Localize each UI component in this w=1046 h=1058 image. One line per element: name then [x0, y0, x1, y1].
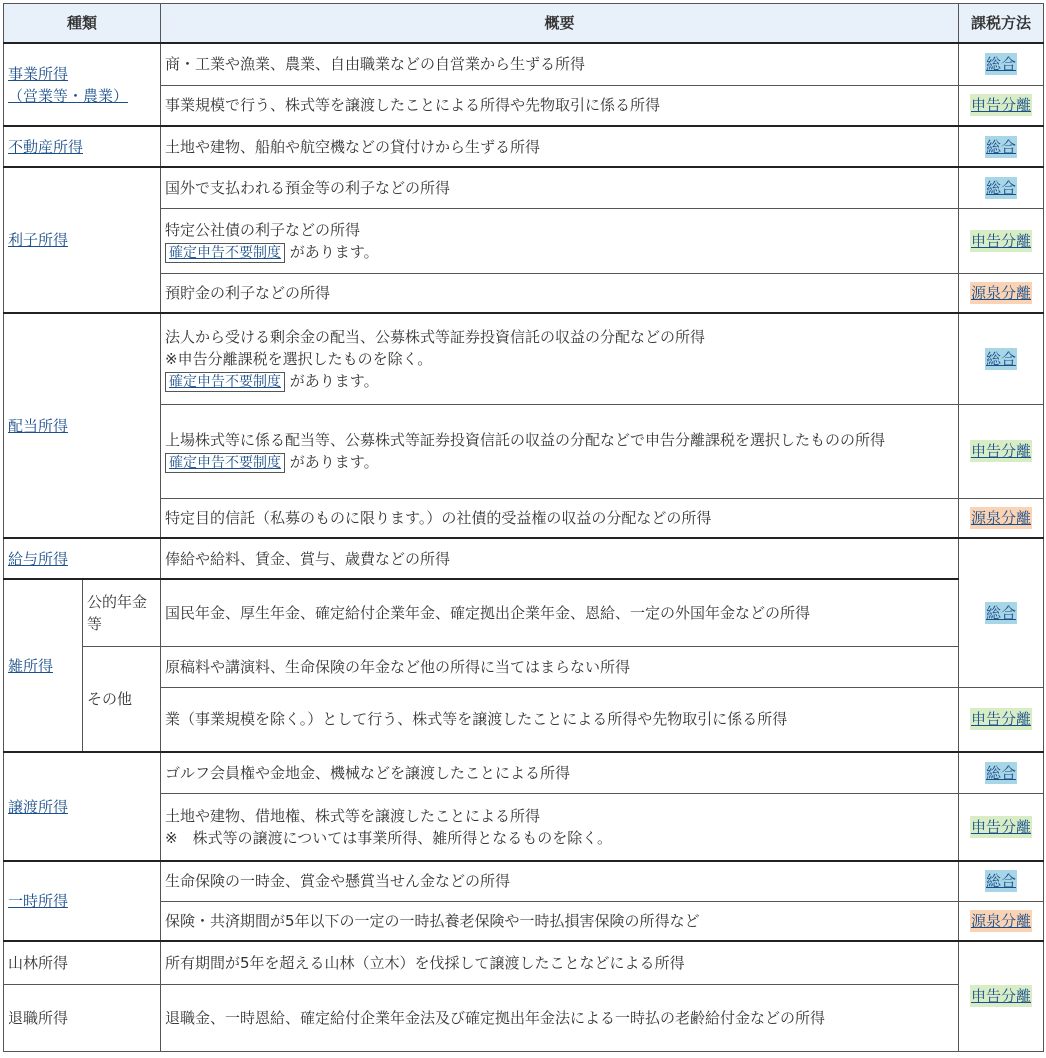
tax-shinkoku-link[interactable]: 申告分離 [971, 710, 1032, 729]
summary: 事業規模で行う、株式等を譲渡したことによる所得や先物取引に係る所得 [161, 85, 959, 126]
header-summary: 概要 [161, 4, 959, 44]
link-ichiji[interactable]: 一時所得 [8, 892, 69, 910]
kind-jigyo[interactable] [4, 43, 161, 126]
summary: 業（事業規模を除く。）として行う、株式等を譲渡したことによる所得や先物取引に係る所得 [161, 687, 959, 752]
no-filing-link[interactable]: 確定申告不要制度 [165, 243, 285, 263]
header-row [4, 4, 1044, 44]
summary: 上場株式等に係る配当等、公募株式等証券投資信託の収益の分配などで申告分離課税を選択したものの所得 確定申告不要制度 があります。 [161, 404, 959, 498]
summary: 土地や建物、船舶や航空機などの貸付けから生ずる所得 [161, 126, 959, 167]
link-kyuyo[interactable]: 給与所得 [8, 549, 69, 568]
tax-sogo-link[interactable]: 総合 [986, 178, 1017, 197]
no-filing-link[interactable]: 確定申告不要制度 [165, 453, 285, 473]
summary: 原稿料や講演料、生命保険の年金など他の所得に当てはまらない所得 [161, 646, 959, 687]
no-filing-link[interactable]: 確定申告不要制度 [165, 372, 285, 392]
sub-kind: その他 [83, 646, 161, 752]
summary: 生命保険の一時金、賞金や懸賞当せん金などの所得 [161, 861, 959, 901]
tax-shinkoku-link[interactable]: 申告分離 [971, 987, 1032, 1006]
tax-shinkoku-link[interactable]: 申告分離 [971, 231, 1032, 250]
link-jigyo[interactable]: 事業所得 （営業等・農業） [8, 64, 129, 105]
kind-sanrin: 山林所得 [4, 941, 161, 984]
tax-sogo-link[interactable]: 総合 [986, 349, 1017, 368]
link-zatsu[interactable]: 雑所得 [8, 656, 54, 675]
income-tax-table [3, 3, 1044, 1052]
link-joto[interactable]: 譲渡所得 [8, 797, 69, 816]
header-tax-method: 課税方法 [959, 4, 1044, 44]
tax-shinkoku-link[interactable]: 申告分離 [971, 817, 1032, 836]
sub-kind: 公的年金等 [83, 579, 161, 646]
summary: 所有期間が5年を超える山林（立木）を伐採して譲渡したことなどによる所得 [161, 941, 959, 984]
kind-taishoku: 退職所得 [4, 984, 161, 1051]
tax-sogo-link[interactable]: 総合 [986, 603, 1017, 622]
tax-gensen-link[interactable]: 源泉分離 [971, 283, 1032, 302]
summary: ゴルフ会員権や金地金、機械などを譲渡したことによる所得 [161, 752, 959, 793]
tax-gensen-link[interactable]: 源泉分離 [971, 911, 1032, 930]
summary: 特定目的信託（私募のものに限ります。）の社債的受益権の収益の分配などの所得 [161, 498, 959, 538]
tax-sogo-link[interactable]: 総合 [986, 137, 1017, 156]
summary: 商・工業や漁業、農業、自由職業などの自営業から生ずる所得 [161, 43, 959, 85]
summary: 退職金、一時恩給、確定給付企業年金法及び確定拠出年金法による一時払の老齢給付金などの所得 [161, 984, 959, 1051]
link-fudosan[interactable]: 不動産所得 [8, 137, 84, 156]
summary: 保険・共済期間が5年以下の一定の一時払養老保険や一時払損害保険の所得など [161, 901, 959, 941]
summary: 預貯金の利子などの所得 [161, 273, 959, 313]
tax-sogo-link[interactable]: 総合 [986, 872, 1017, 891]
tax-shinkoku-link[interactable]: 申告分離 [971, 442, 1032, 460]
link-rishi[interactable]: 利子所得 [8, 231, 69, 249]
summary: 特定公社債の利子などの所得 確定申告不要制度 があります。 [161, 208, 959, 273]
tax-gensen-link[interactable]: 源泉分離 [971, 508, 1032, 527]
summary: 土地や建物、借地権、株式等を譲渡したことによる所得 ※ 株式等の譲渡については事業所得、雑所得となるものを除く。 [161, 793, 959, 861]
summary: 国外で支払われる預金等の利子などの所得 [161, 167, 959, 208]
tax-shinkoku-link[interactable]: 申告分離 [971, 96, 1032, 115]
link-haito[interactable]: 配当所得 [8, 416, 69, 435]
header-kind: 種類 [4, 4, 161, 44]
tax-sogo-link[interactable]: 総合 [986, 763, 1017, 782]
summary: 俸給や給料、賃金、賞与、歳費などの所得 [161, 538, 959, 579]
tax-sogo-link[interactable]: 総合 [986, 55, 1017, 74]
summary: 法人から受ける剰余金の配当、公募株式等証券投資信託の収益の分配などの所得 ※申告分離課税を選択したものを除く。 確定申告不要制度 があります。 [161, 313, 959, 404]
summary: 国民年金、厚生年金、確定給付企業年金、確定拠出企業年金、恩給、一定の外国年金などの所得 [161, 579, 959, 646]
